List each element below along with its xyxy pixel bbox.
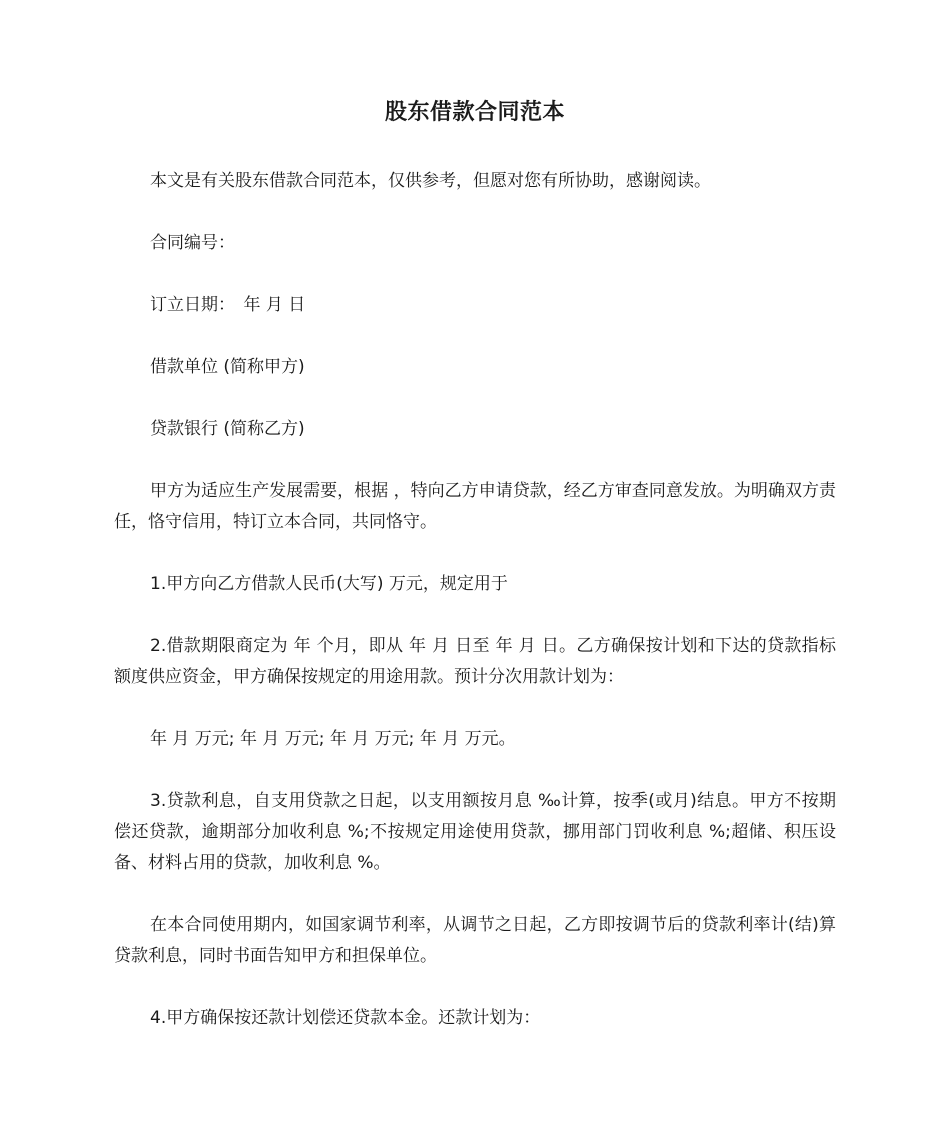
preamble-paragraph: 甲方为适应生产发展需要，根据 ，特向乙方申请贷款，经乙方审查同意发放。为明确双方责任，恪守信用，特订立本合同，共同恪守。 — [114, 481, 836, 532]
usage-plan-paragraph: 年 月 万元; 年 月 万元; 年 月 万元; 年 月 万元。 — [150, 729, 516, 749]
document-title: 股东借款合同范本 — [384, 100, 565, 125]
clause-1-paragraph: 1.甲方向乙方借款人民币(大写) 万元，规定用于 — [150, 574, 508, 594]
clause-3-paragraph: 3.贷款利息，自支用贷款之日起，以支用额按月息 ‰计算，按季(或月)结息。甲方不按期偿还贷款，逾期部分加收利息 %;不按规定用途使用贷款，挪用部门罚收利息 %;超储、积压设备、材料占用的贷款，加收利息 %。 — [114, 791, 836, 873]
interest-adjustment-paragraph: 在本合同使用期内，如国家调节利率，从调节之日起，乙方即按调节后的贷款利率计(结)算贷款利息，同时书面告知甲方和担保单位。 — [114, 915, 836, 966]
contract-number-line: 合同编号： — [150, 233, 235, 253]
intro-paragraph: 本文是有关股东借款合同范本，仅供参考，但愿对您有所协助，感谢阅读。 — [150, 171, 711, 191]
clause-2-paragraph: 2.借款期限商定为 年 个月，即从 年 月 日至 年 月 日。乙方确保按计划和下达的贷款指标额度供应资金，甲方确保按规定的用途用款。预计分次用款计划为： — [114, 636, 836, 687]
lender-line: 贷款银行 (简称乙方) — [150, 419, 305, 439]
document-body — [114, 166, 836, 1065]
clause-4-paragraph: 4.甲方确保按还款计划偿还贷款本金。还款计划为： — [150, 1008, 541, 1028]
signing-date-line: 订立日期： 年 月 日 — [150, 295, 306, 315]
borrower-line: 借款单位 (简称甲方) — [150, 357, 305, 377]
